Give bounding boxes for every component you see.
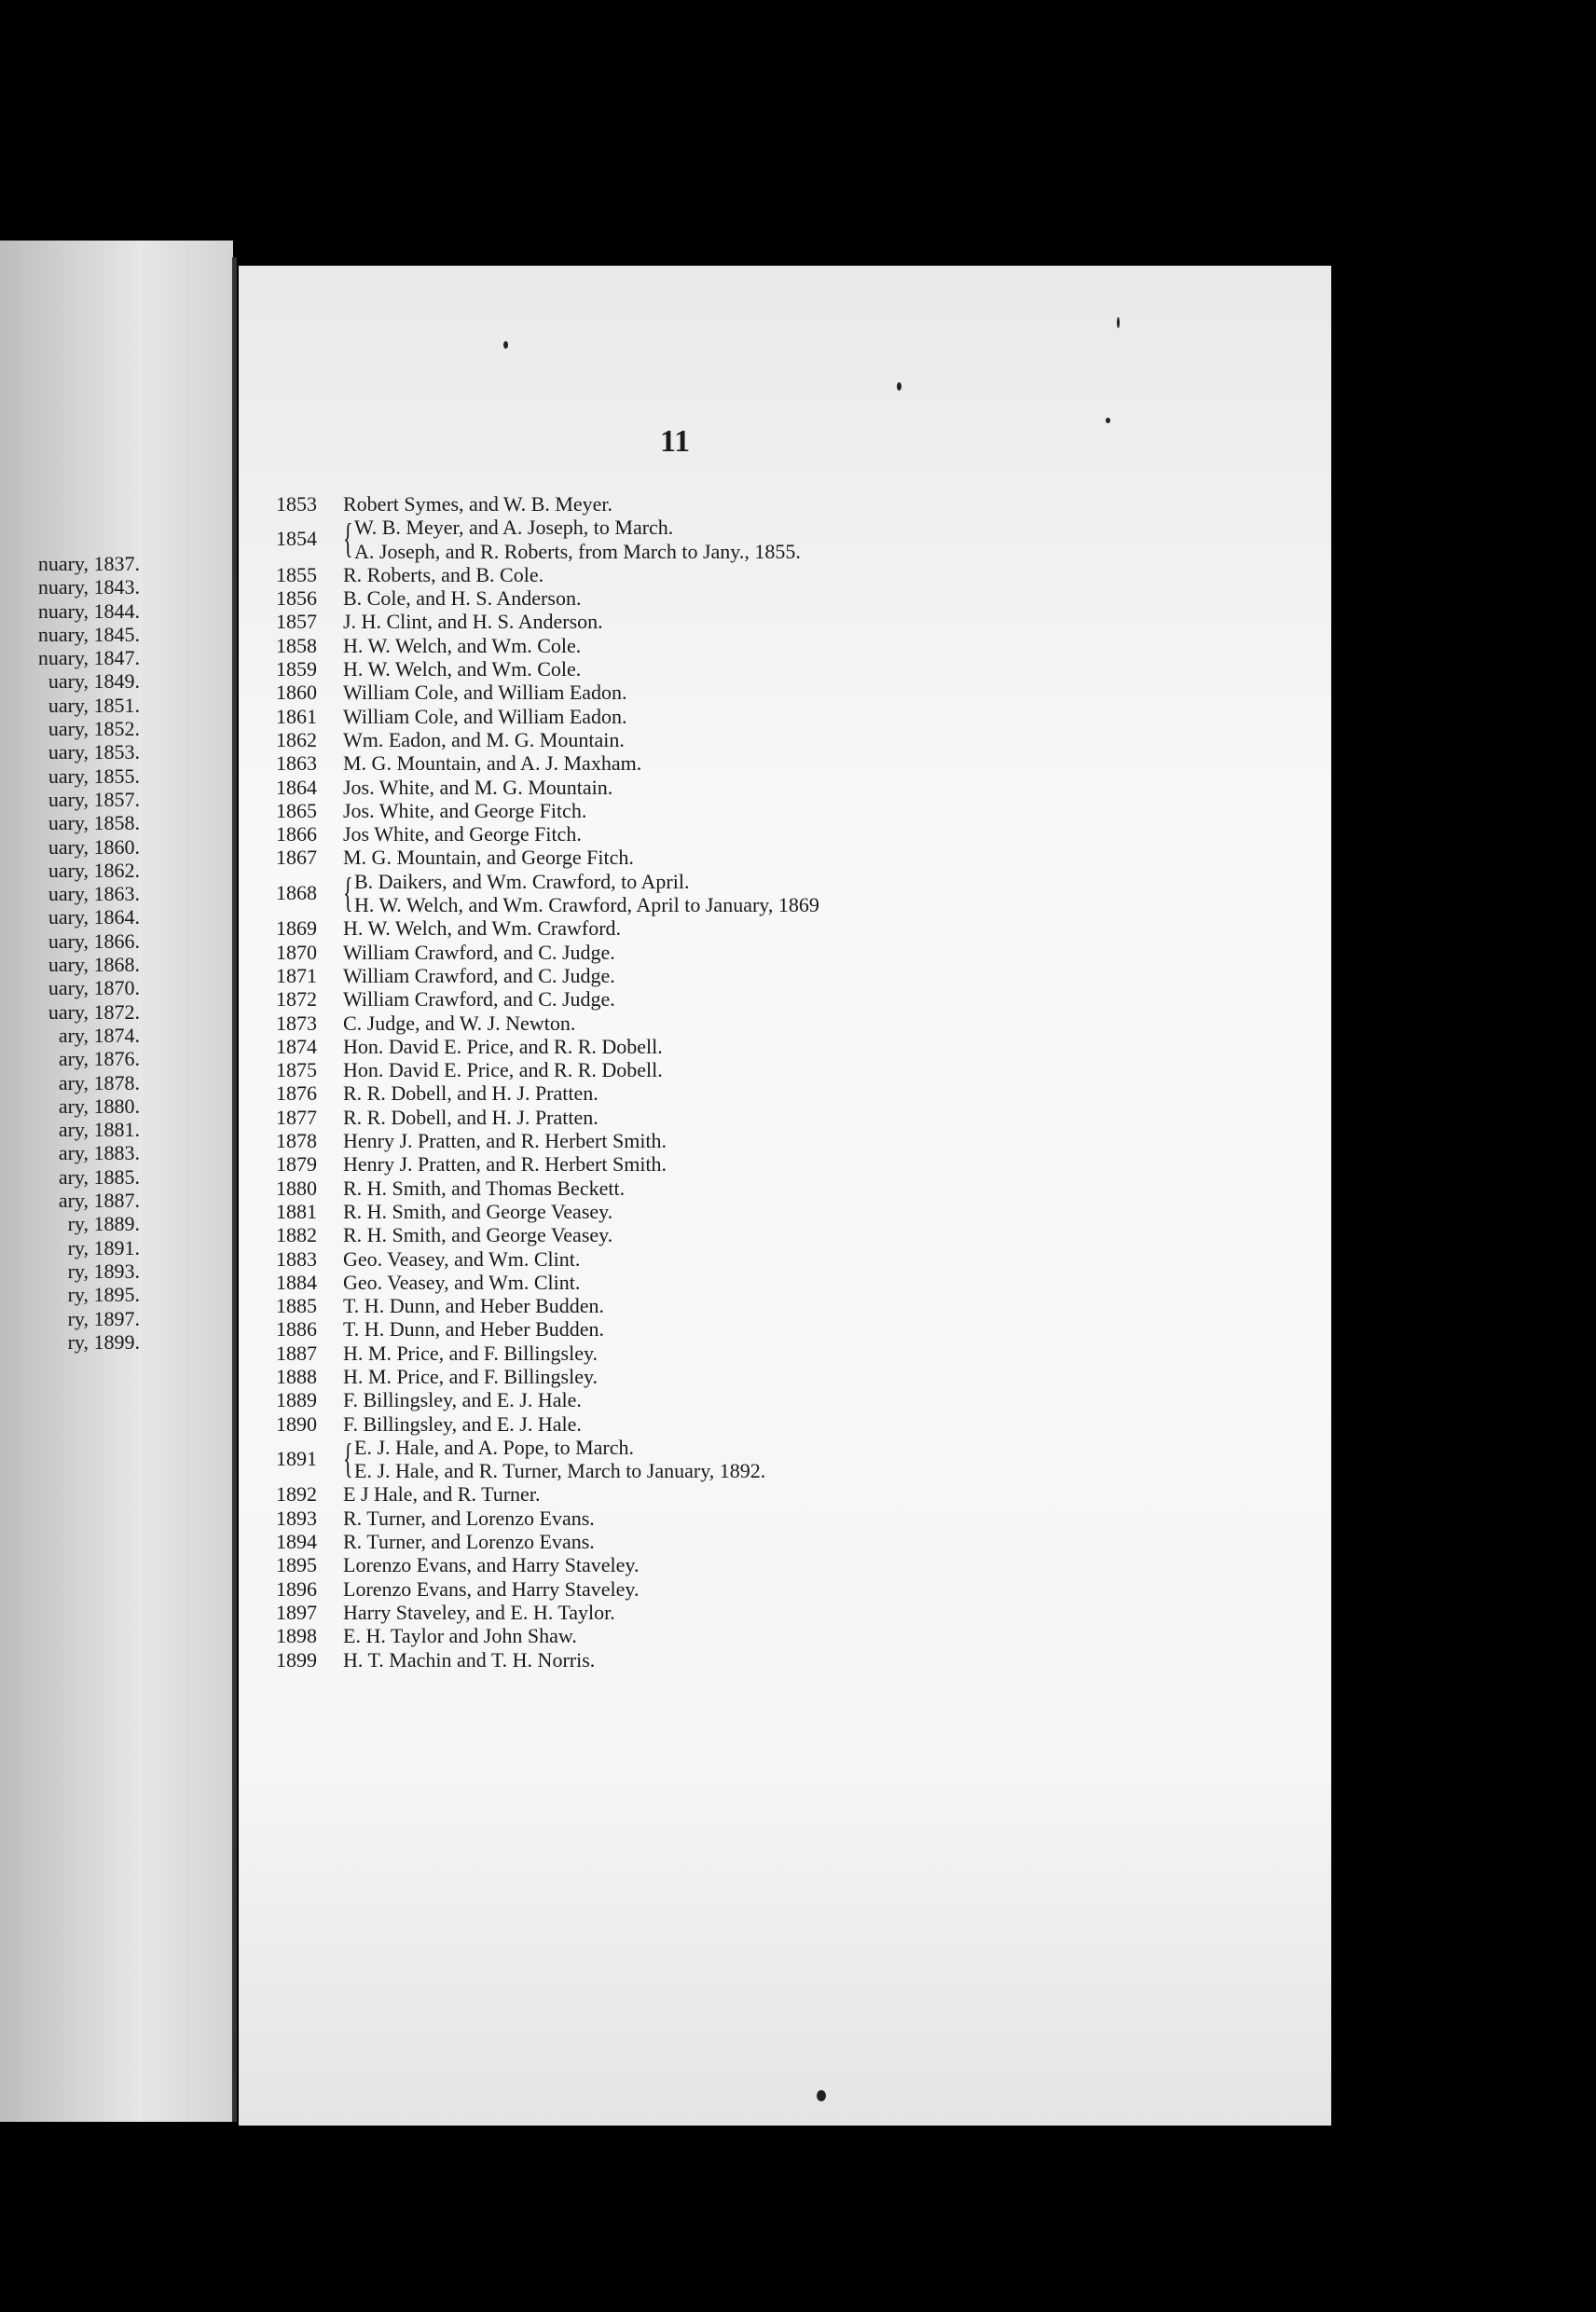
- left-page-fragment: nuary, 1843.: [37, 575, 140, 599]
- entry-names: Henry J. Pratten, and R. Herbert Smith.: [343, 1129, 667, 1153]
- left-page-fragment: uary, 1863.: [48, 882, 140, 906]
- entry-year: 1873: [276, 1011, 317, 1035]
- entry-names: F. Billingsley, and E. J. Hale.: [343, 1411, 582, 1436]
- entry-row: [276, 1601, 819, 1624]
- entry-row: [276, 799, 819, 822]
- left-page-fragment: ary, 1887.: [58, 1189, 140, 1213]
- entry-year: 1865: [276, 798, 317, 822]
- entry-row: [276, 1177, 819, 1200]
- left-page-fragment: uary, 1858.: [48, 811, 140, 835]
- entry-year: 1878: [276, 1129, 317, 1153]
- entry-year: 1856: [276, 586, 317, 611]
- entry-names: H. T. Machin and T. H. Norris.: [343, 1647, 596, 1672]
- dust-speck: [1117, 317, 1120, 328]
- entry-names: E. H. Taylor and John Shaw.: [343, 1624, 577, 1648]
- entry-names: Geo. Veasey, and Wm. Clint.: [343, 1246, 581, 1271]
- entry-row: [276, 1436, 819, 1483]
- entry-names: Harry Staveley, and E. H. Taylor.: [343, 1600, 615, 1624]
- entry-row: [276, 846, 819, 869]
- entry-row: [276, 728, 819, 751]
- entry-year: 1882: [276, 1223, 317, 1247]
- entry-row: [276, 941, 819, 964]
- brace-glyph: {: [343, 869, 353, 915]
- entry-year: 1889: [276, 1388, 317, 1412]
- dust-speck: [817, 2090, 826, 2101]
- entry-names: R. R. Dobell, and H. J. Pratten.: [343, 1081, 598, 1106]
- entry-row: [276, 1152, 819, 1176]
- entry-year: 1872: [276, 987, 317, 1012]
- left-page-fragment: nuary, 1847.: [37, 646, 140, 670]
- entry-row: [276, 1317, 819, 1341]
- entry-row: [276, 1388, 819, 1411]
- entry-year: 1868: [276, 880, 317, 904]
- left-page-edge: [0, 241, 233, 2122]
- left-page-fragment: uary, 1864.: [48, 905, 140, 929]
- left-page-fragment: ry, 1893.: [67, 1259, 140, 1283]
- entry-names: William Cole, and William Eadon.: [343, 681, 627, 705]
- entry-year: 1853: [276, 492, 317, 516]
- entry-row: [276, 1553, 819, 1576]
- entry-row: [276, 586, 819, 610]
- entry-names: H. W. Welch, and Wm. Cole.: [343, 657, 582, 681]
- entry-names: J. H. Clint, and H. S. Anderson.: [343, 610, 603, 634]
- entry-names: E. J. Hale, and A. Pope, to March.: [354, 1435, 634, 1459]
- entry-row: [276, 1648, 819, 1672]
- entry-row: [276, 1247, 819, 1271]
- left-page-fragment: uary, 1862.: [48, 858, 140, 882]
- entry-row: [276, 1012, 819, 1035]
- entry-names: C. Judge, and W. J. Newton.: [343, 1011, 576, 1035]
- entry-year: 1879: [276, 1152, 317, 1177]
- left-page-fragment: ry, 1897.: [67, 1306, 140, 1330]
- entry-row: [276, 1577, 819, 1601]
- left-page-fragment-list: [0, 552, 140, 1354]
- entry-year: 1875: [276, 1058, 317, 1082]
- left-page-fragment: uary, 1853.: [48, 740, 140, 764]
- left-page-fragment: uary, 1852.: [48, 717, 140, 741]
- entry-names: E. J. Hale, and R. Turner, March to January, 1892.: [354, 1459, 766, 1483]
- entry-names: H. W. Welch, and Wm. Crawford, April to January, 1869: [354, 893, 819, 917]
- entry-names: Robert Symes, and W. B. Meyer.: [343, 492, 613, 516]
- page-gutter: [232, 257, 237, 2122]
- left-page-fragment: ry, 1895.: [67, 1283, 140, 1307]
- entry-row: [276, 516, 819, 563]
- entry-names: William Crawford, and C. Judge.: [343, 940, 615, 964]
- entry-row: [276, 1200, 819, 1223]
- entry-year: 1866: [276, 822, 317, 846]
- left-page-fragment: ary, 1880.: [58, 1094, 140, 1118]
- entry-row: [276, 1271, 819, 1294]
- entry-names: H. W. Welch, and Wm. Cole.: [343, 633, 582, 657]
- entry-names: M. G. Mountain, and A. J. Maxham.: [343, 751, 642, 776]
- entry-names: R. Turner, and Lorenzo Evans.: [343, 1506, 595, 1530]
- entry-names: R. H. Smith, and George Veasey.: [343, 1199, 613, 1223]
- entry-year: 1876: [276, 1081, 317, 1106]
- left-page-fragment: uary, 1872.: [48, 999, 140, 1024]
- entry-year: 1887: [276, 1341, 317, 1365]
- brace-glyph: {: [343, 1435, 353, 1481]
- entry-names: R. Roberts, and B. Cole.: [343, 562, 544, 586]
- entry-row: [276, 705, 819, 728]
- entry-names: H. M. Price, and F. Billingsley.: [343, 1341, 598, 1365]
- entry-names: R. H. Smith, and Thomas Beckett.: [343, 1176, 626, 1200]
- entry-row: [276, 1342, 819, 1365]
- left-page-fragment: ary, 1883.: [58, 1141, 140, 1165]
- entry-year: 1874: [276, 1034, 317, 1058]
- left-page-fragment: ary, 1876.: [58, 1047, 140, 1071]
- entry-year: 1854: [276, 527, 317, 551]
- entry-row: [276, 1412, 819, 1436]
- left-page-fragment: uary, 1855.: [48, 764, 140, 788]
- entry-year: 1870: [276, 940, 317, 964]
- entry-row: [276, 634, 819, 657]
- entry-names: Geo. Veasey, and Wm. Clint.: [343, 1270, 581, 1294]
- entry-year: 1891: [276, 1446, 317, 1470]
- entry-year: 1860: [276, 681, 317, 705]
- entry-names: T. H. Dunn, and Heber Budden.: [343, 1317, 605, 1342]
- entry-row: [276, 610, 819, 633]
- entry-names: A. Joseph, and R. Roberts, from March to Jany., 1855.: [354, 539, 801, 563]
- left-page-fragment: uary, 1870.: [48, 976, 140, 1000]
- entry-names: Jos. White, and M. G. Mountain.: [343, 775, 613, 799]
- entry-year: 1893: [276, 1506, 317, 1530]
- entry-year: 1863: [276, 751, 317, 776]
- left-page-fragment: ary, 1885.: [58, 1164, 140, 1189]
- entry-year: 1886: [276, 1317, 317, 1342]
- entry-names: E J Hale, and R. Turner.: [343, 1482, 541, 1507]
- entry-year: 1880: [276, 1176, 317, 1200]
- dust-speck: [1106, 418, 1110, 423]
- entry-names: T. H. Dunn, and Heber Budden.: [343, 1294, 605, 1318]
- entry-year: 1898: [276, 1624, 317, 1648]
- entry-row: [276, 1081, 819, 1105]
- entry-row: [276, 1106, 819, 1129]
- left-page-fragment: ary, 1874.: [58, 1023, 140, 1047]
- entry-row: [276, 916, 819, 940]
- entry-year: 1871: [276, 963, 317, 987]
- entry-year: 1895: [276, 1553, 317, 1577]
- entry-year: 1877: [276, 1105, 317, 1129]
- entry-names: B. Daikers, and Wm. Crawford, to April.: [354, 869, 690, 893]
- entry-year: 1899: [276, 1647, 317, 1672]
- entry-names: H. W. Welch, and Wm. Crawford.: [343, 916, 622, 941]
- entry-year: 1884: [276, 1270, 317, 1294]
- entry-year: 1894: [276, 1530, 317, 1554]
- entry-row: [276, 870, 819, 917]
- entry-row: [276, 822, 819, 846]
- entry-year: 1861: [276, 704, 317, 728]
- left-page-fragment: ary, 1878.: [58, 1070, 140, 1094]
- entry-names: Lorenzo Evans, and Harry Staveley.: [343, 1576, 640, 1601]
- entry-row: [276, 1058, 819, 1081]
- left-page-fragment: ary, 1881.: [58, 1118, 140, 1142]
- entry-row: [276, 964, 819, 987]
- entry-year: 1859: [276, 657, 317, 681]
- entry-year: 1869: [276, 916, 317, 941]
- left-page-fragment: ry, 1899.: [67, 1329, 140, 1354]
- entry-row: [276, 987, 819, 1011]
- left-page-fragment: uary, 1868.: [48, 953, 140, 977]
- entry-year: 1867: [276, 846, 317, 870]
- entry-row: [276, 1507, 819, 1530]
- entry-year: 1857: [276, 610, 317, 634]
- entry-row: [276, 751, 819, 775]
- page-number: 11: [660, 424, 691, 459]
- entry-names: R. R. Dobell, and H. J. Pratten.: [343, 1105, 598, 1129]
- entry-row: [276, 492, 819, 516]
- entry-year: 1858: [276, 633, 317, 657]
- entry-names: B. Cole, and H. S. Anderson.: [343, 586, 582, 611]
- entry-names: William Cole, and William Eadon.: [343, 704, 627, 728]
- entry-names: H. M. Price, and F. Billingsley.: [343, 1364, 598, 1388]
- left-page-fragment: uary, 1866.: [48, 929, 140, 953]
- entry-row: [276, 1365, 819, 1388]
- entry-year: 1896: [276, 1576, 317, 1601]
- entry-row: [276, 657, 819, 681]
- left-page-fragment: uary, 1851.: [48, 693, 140, 717]
- entry-row: [276, 1035, 819, 1058]
- entry-row: [276, 1530, 819, 1553]
- left-page-fragment: uary, 1849.: [48, 669, 140, 694]
- entry-year: 1864: [276, 775, 317, 799]
- entry-year: 1890: [276, 1411, 317, 1436]
- entry-names: Jos White, and George Fitch.: [343, 822, 582, 846]
- entry-year: 1888: [276, 1364, 317, 1388]
- entry-row: [276, 563, 819, 586]
- entry-year: 1885: [276, 1294, 317, 1318]
- entry-row: [276, 1223, 819, 1246]
- entry-names: W. B. Meyer, and A. Joseph, to March.: [354, 516, 674, 540]
- entry-row: [276, 681, 819, 704]
- entry-names: R. Turner, and Lorenzo Evans.: [343, 1530, 595, 1554]
- entry-year: 1855: [276, 562, 317, 586]
- left-page-fragment: ry, 1891.: [67, 1235, 140, 1259]
- entry-row: [276, 1294, 819, 1317]
- left-page-fragment: ry, 1889.: [67, 1212, 140, 1236]
- dust-speck: [503, 341, 508, 349]
- left-page-fragment: uary, 1860.: [48, 834, 140, 859]
- entry-year: 1883: [276, 1246, 317, 1271]
- left-page-fragment: nuary, 1837.: [37, 552, 140, 575]
- left-page-fragment: nuary, 1844.: [37, 599, 140, 623]
- entry-names: M. G. Mountain, and George Fitch.: [343, 846, 634, 870]
- entry-row: [276, 1482, 819, 1506]
- left-page-fragment: uary, 1857.: [48, 787, 140, 811]
- entry-names: William Crawford, and C. Judge.: [343, 963, 615, 987]
- entry-row: [276, 1624, 819, 1647]
- entry-year: 1881: [276, 1199, 317, 1223]
- entry-names: Hon. David E. Price, and R. R. Dobell.: [343, 1034, 663, 1058]
- entry-names: Lorenzo Evans, and Harry Staveley.: [343, 1553, 640, 1577]
- entry-names: Jos. White, and George Fitch.: [343, 798, 587, 822]
- entry-year: 1897: [276, 1600, 317, 1624]
- entry-names: R. H. Smith, and George Veasey.: [343, 1223, 613, 1247]
- entry-names: F. Billingsley, and E. J. Hale.: [343, 1388, 582, 1412]
- entry-names: Wm. Eadon, and M. G. Mountain.: [343, 727, 625, 751]
- entry-names: William Crawford, and C. Judge.: [343, 987, 615, 1012]
- entry-year: 1892: [276, 1482, 317, 1507]
- entry-row: [276, 776, 819, 799]
- entry-names: Hon. David E. Price, and R. R. Dobell.: [343, 1058, 663, 1082]
- entry-names: Henry J. Pratten, and R. Herbert Smith.: [343, 1152, 667, 1177]
- brace-glyph: {: [343, 516, 353, 562]
- entry-year: 1862: [276, 727, 317, 751]
- entry-row: [276, 1129, 819, 1152]
- left-page-fragment: nuary, 1845.: [37, 622, 140, 646]
- officers-list: [276, 492, 819, 1672]
- dust-speck: [897, 382, 901, 391]
